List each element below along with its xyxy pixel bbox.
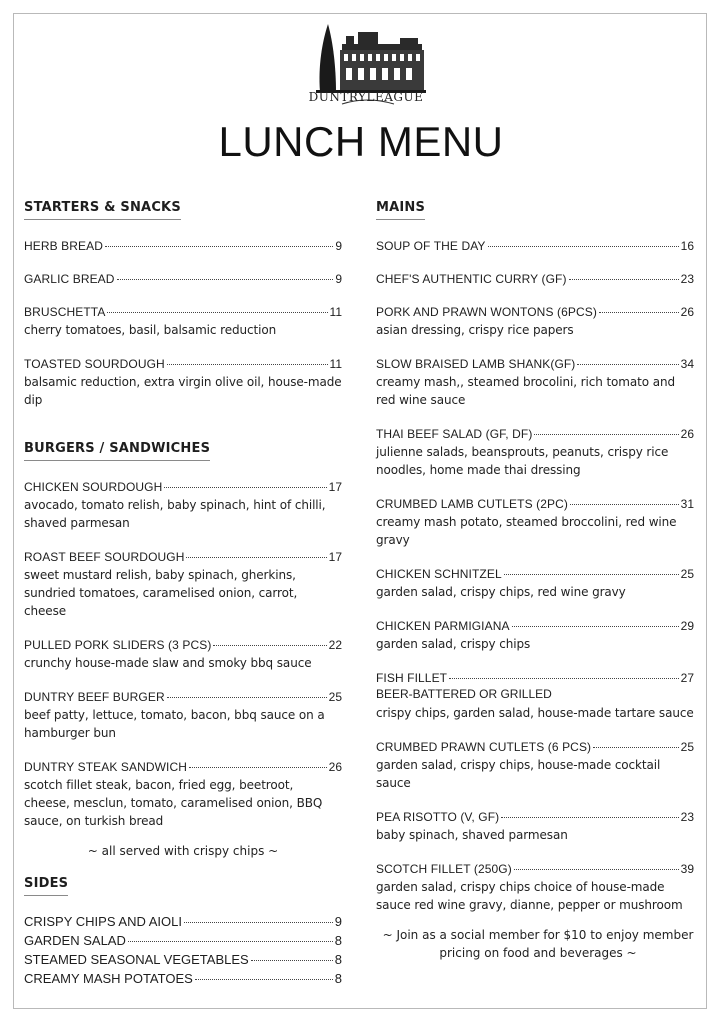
item-name: CHICKEN SCHNITZEL (376, 567, 502, 581)
menu-item (24, 637, 342, 672)
item-price: 8 (334, 933, 342, 948)
dot-leader (514, 869, 679, 870)
item-price: 39 (680, 862, 694, 876)
dot-leader (167, 697, 327, 698)
dot-leader (599, 312, 679, 313)
item-name: TOASTED SOURDOUGH (24, 357, 165, 371)
menu-item (24, 271, 342, 287)
menu-item (24, 479, 342, 532)
dot-leader (534, 434, 678, 435)
item-description: garden salad, crispy chips, red wine gravy (376, 585, 626, 599)
item-description: beef patty, lettuce, tomato, bacon, bbq sauce on a hamburger bun (24, 708, 325, 740)
item-description: garden salad, crispy chips (376, 637, 531, 651)
item-description: baby spinach, shaved parmesan (376, 828, 568, 842)
item-name: SLOW BRAISED LAMB SHANK(GF) (376, 357, 576, 371)
item-description: balsamic reduction, extra virgin olive oil, house-made dip (24, 375, 342, 407)
dot-leader (128, 941, 333, 942)
item-description: sweet mustard relish, baby spinach, gherkins, sundried tomatoes, caramelised onion, carrot, cheese (24, 568, 298, 618)
item-price: 25 (328, 690, 342, 704)
dot-leader (189, 767, 327, 768)
menu-item (376, 618, 694, 653)
menu-item (24, 356, 342, 409)
dot-leader (107, 312, 327, 313)
item-description: garden salad, crispy chips choice of house-made sauce red wine gravy, dianne, pepper or mushroom (376, 880, 683, 912)
dot-leader (501, 817, 678, 818)
item-name: PEA RISOTTO (V, GF) (376, 810, 500, 824)
section-heading-starters: STARTERS & SNACKS (24, 200, 181, 220)
menu-item (24, 549, 342, 620)
dot-leader (105, 246, 333, 247)
item-price: 8 (334, 952, 342, 967)
item-name: CHICKEN SOURDOUGH (24, 480, 163, 494)
dot-leader (167, 364, 328, 365)
item-description: creamy mash potato, steamed broccolini, red wine gravy (376, 515, 677, 547)
side-item (24, 931, 342, 950)
dot-leader (213, 645, 326, 646)
dot-leader (569, 279, 679, 280)
item-price: 26 (680, 427, 694, 441)
item-description: avocado, tomato relish, baby spinach, hint of chilli, shaved parmesan (24, 498, 326, 530)
chips-note: ~ all served with crispy chips ~ (87, 844, 279, 858)
item-price: 9 (335, 239, 342, 253)
item-price: 17 (328, 550, 342, 564)
item-name: CHICKEN PARMIGIANA (376, 619, 510, 633)
side-item (24, 950, 342, 969)
menu-item (376, 496, 694, 549)
menu-item (376, 809, 694, 844)
dot-leader (449, 678, 679, 679)
section-heading-burgers: BURGERS / SANDWICHES (24, 441, 210, 461)
item-description: asian dressing, crispy rice papers (376, 323, 574, 337)
item-name: CHEF'S AUTHENTIC CURRY (GF) (376, 272, 567, 286)
item-price: 31 (680, 497, 694, 511)
item-price: 8 (334, 971, 342, 986)
item-name: PULLED PORK SLIDERS (3 PCS) (24, 638, 212, 652)
item-name: THAI BEEF SALAD (GF, DF) (376, 427, 533, 441)
item-name: DUNTRY STEAK SANDWICH (24, 760, 188, 774)
item-name: GARLIC BREAD (24, 272, 115, 286)
item-price: 26 (328, 760, 342, 774)
item-name: BRUSCHETTA (24, 305, 106, 319)
item-name: CRUMBED LAMB CUTLETS (2PC) (376, 497, 568, 511)
item-subtitle: BEER-BATTERED OR GRILLED (376, 687, 552, 701)
item-price: 9 (335, 272, 342, 286)
item-description: creamy mash,, steamed brocolini, rich tomato and red wine sauce (376, 375, 675, 407)
dot-leader (117, 279, 334, 280)
item-price: 23 (680, 810, 694, 824)
item-name: STEAMED SEASONAL VEGETABLES (24, 952, 249, 967)
item-name: SCOTCH FILLET (250G) (376, 862, 512, 876)
item-price: 25 (680, 740, 694, 754)
item-description: crunchy house-made slaw and smoky bbq sauce (24, 656, 312, 670)
menu-item (24, 238, 342, 254)
dot-leader (195, 979, 333, 980)
menu-item (376, 426, 694, 479)
social-member-note: ~ Join as a social member for $10 to enjoy member pricing on food and beverages ~ (382, 928, 694, 960)
menu-item (376, 670, 694, 722)
item-name: ROAST BEEF SOURDOUGH (24, 550, 185, 564)
side-item (24, 912, 342, 931)
left-column (24, 196, 342, 988)
item-price: 22 (328, 638, 342, 652)
menu-item (376, 861, 694, 914)
item-name: CREAMY MASH POTATOES (24, 971, 193, 986)
item-price: 34 (680, 357, 694, 371)
item-name: CRUMBED PRAWN CUTLETS (6 PCS) (376, 740, 592, 754)
dot-leader (164, 487, 326, 488)
menu-item (376, 356, 694, 409)
item-price: 11 (329, 357, 342, 371)
item-name: FISH FILLET (376, 671, 448, 685)
dot-leader (504, 574, 679, 575)
menu-item (376, 739, 694, 792)
dot-leader (593, 747, 679, 748)
item-price: 27 (680, 671, 694, 685)
item-price: 11 (329, 305, 342, 319)
section-heading-mains: MAINS (376, 200, 425, 220)
dot-leader (570, 504, 679, 505)
brand-name: DUNTRYLEAGUE (308, 90, 424, 104)
item-price: 17 (328, 480, 342, 494)
item-description: garden salad, crispy chips, house-made cocktail sauce (376, 758, 661, 790)
item-price: 25 (680, 567, 694, 581)
item-description: crispy chips, garden salad, house-made tartare sauce (376, 706, 694, 720)
item-description: julienne salads, beansprouts, peanuts, crispy rice noodles, home made thai dressing (376, 445, 669, 477)
item-name: PORK AND PRAWN WONTONS (6PCS) (376, 305, 597, 319)
item-description: scotch fillet steak, bacon, fried egg, beetroot, cheese, mesclun, tomato, caramelised onion, BBQ sauce, on turkish bread (24, 778, 323, 828)
item-name: GARDEN SALAD (24, 933, 126, 948)
dot-leader (577, 364, 678, 365)
item-name: SOUP OF THE DAY (376, 239, 486, 253)
menu-item (24, 689, 342, 742)
right-column (376, 196, 694, 931)
dot-leader (512, 626, 679, 627)
item-name: HERB BREAD (24, 239, 104, 253)
item-description: cherry tomatoes, basil, balsamic reduction (24, 323, 277, 337)
dot-leader (251, 960, 333, 961)
menu-item (376, 304, 694, 339)
section-heading-sides: SIDES (24, 876, 68, 896)
item-price: 26 (680, 305, 694, 319)
dot-leader (184, 922, 333, 923)
menu-title: LUNCH MENU (218, 118, 504, 165)
item-price: 16 (680, 239, 694, 253)
menu-item (376, 271, 694, 287)
dot-leader (186, 557, 326, 558)
menu-item (24, 304, 342, 339)
menu-item (376, 566, 694, 601)
item-price: 23 (680, 272, 694, 286)
item-price: 9 (334, 914, 342, 929)
side-item (24, 969, 342, 988)
menu-item (24, 759, 342, 830)
menu-item (376, 238, 694, 254)
item-price: 29 (680, 619, 694, 633)
item-name: DUNTRY BEEF BURGER (24, 690, 165, 704)
item-name: CRISPY CHIPS AND AIOLI (24, 914, 182, 929)
dot-leader (488, 246, 679, 247)
